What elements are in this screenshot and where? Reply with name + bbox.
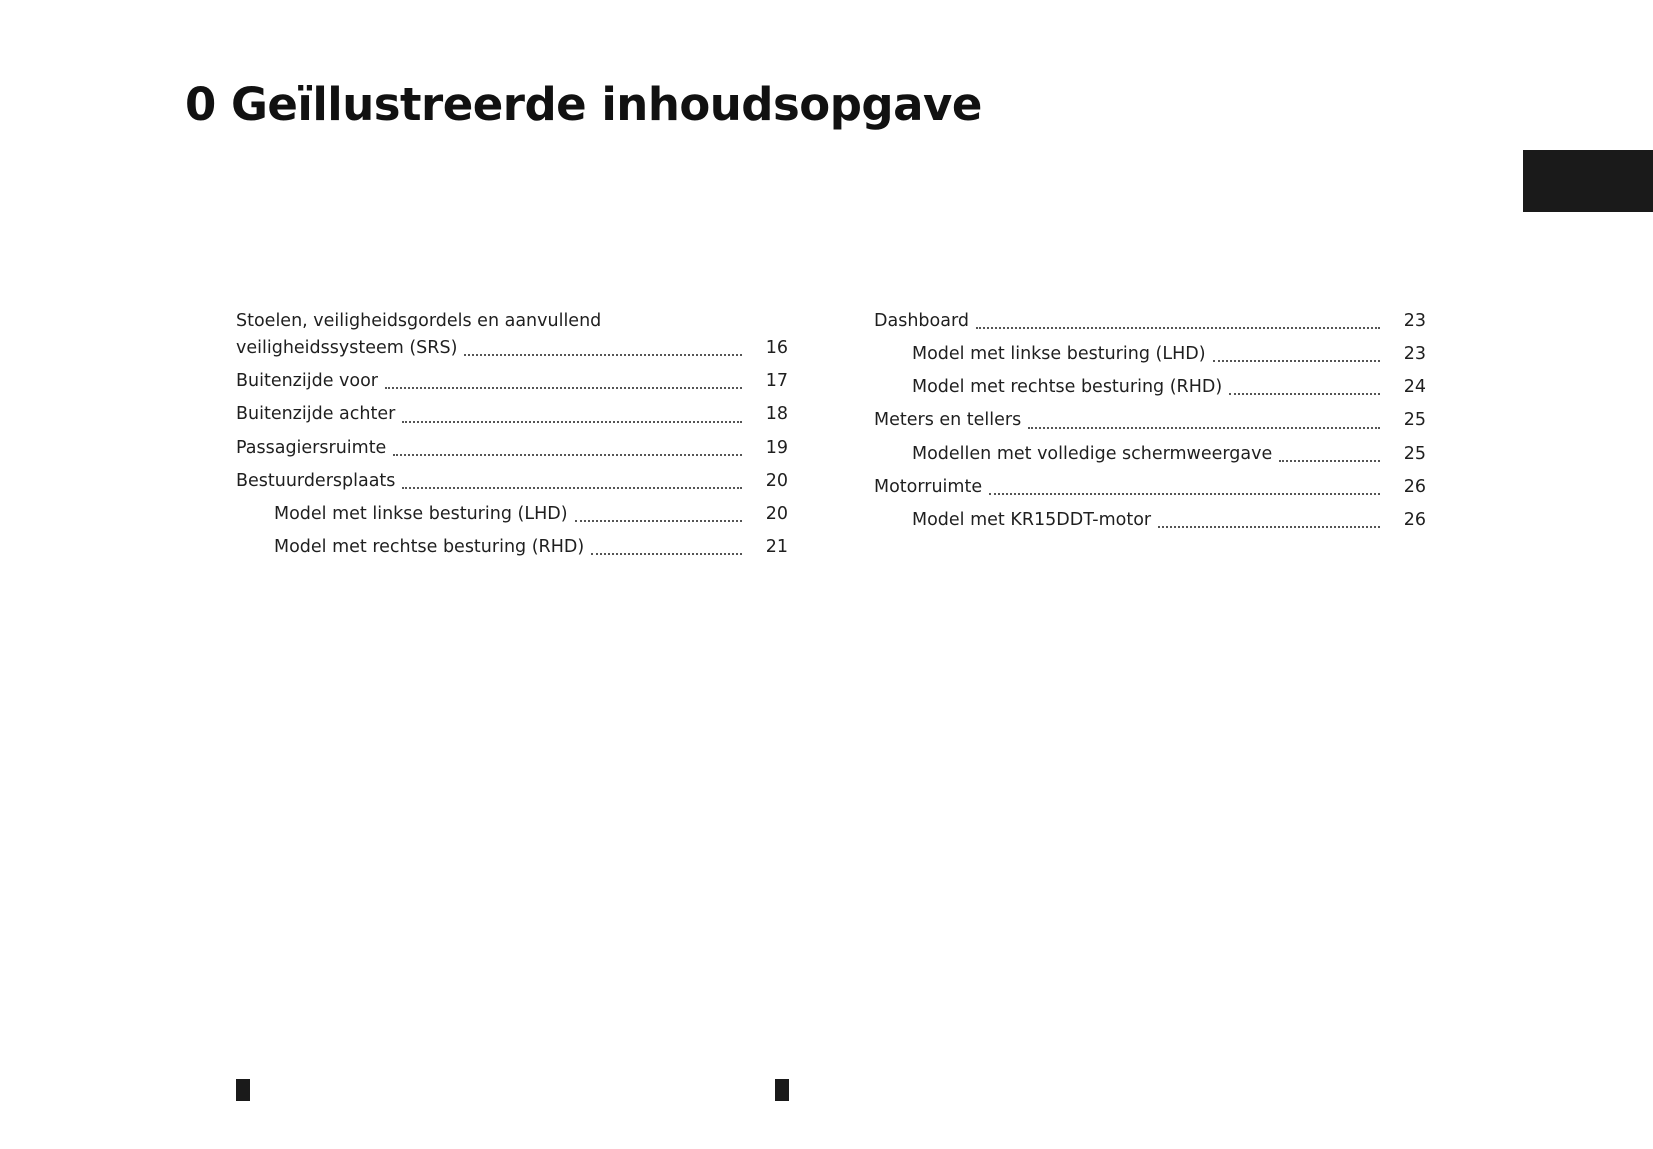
toc-entry-page: 20	[765, 470, 788, 491]
toc-entry-label: Dashboard	[874, 311, 969, 331]
toc-entry-label: Model met rechtse besturing (RHD)	[912, 377, 1223, 398]
toc-leader-dots	[385, 386, 742, 389]
toc-leader-dots	[1158, 525, 1380, 528]
toc-column-right	[874, 308, 1426, 567]
toc-entry-page: 24	[1403, 377, 1426, 398]
toc-entry-page: 23	[1403, 311, 1426, 331]
toc-entry-label: Modellen met volledige schermweergave	[912, 443, 1273, 464]
toc-entry-label: Model met KR15DDT-motor	[912, 509, 1152, 530]
toc-entry-page: 26	[1403, 476, 1426, 497]
toc-entry-label: Passagiersruimte	[236, 437, 387, 458]
toc-leader-dots	[1229, 392, 1380, 395]
chapter-edge-tab	[1523, 150, 1653, 212]
table-of-contents	[236, 308, 1426, 567]
toc-leader-dots	[464, 353, 742, 356]
toc-entry[interactable]	[236, 401, 788, 428]
toc-entry[interactable]	[236, 534, 788, 561]
toc-entry[interactable]	[236, 501, 788, 528]
toc-entry-page: 21	[765, 536, 788, 557]
toc-entry-label-line2: veiligheidssysteem (SRS)	[236, 338, 458, 359]
toc-entry[interactable]	[874, 374, 1426, 401]
footer-mark-left	[236, 1079, 250, 1101]
toc-leader-dots	[591, 552, 742, 555]
toc-entry-page: 25	[1403, 410, 1426, 431]
toc-entry[interactable]	[236, 435, 788, 462]
toc-entry[interactable]	[236, 368, 788, 395]
toc-entry-label: Meters en tellers	[874, 410, 1022, 431]
toc-entry-label: Model met rechtse besturing (RHD)	[274, 536, 585, 557]
toc-entry-page: 19	[765, 437, 788, 458]
toc-entry-page: 25	[1403, 443, 1426, 464]
toc-entry-page: 17	[765, 371, 788, 392]
toc-entry-page: 16	[765, 338, 788, 359]
toc-leader-dots	[575, 519, 742, 522]
toc-entry-label: Motorruimte	[874, 476, 983, 497]
toc-leader-dots	[1279, 459, 1380, 462]
toc-column-left	[236, 308, 788, 567]
toc-entry[interactable]	[874, 341, 1426, 368]
toc-entry-page: 18	[765, 404, 788, 425]
toc-entry-label: Model met linkse besturing (LHD)	[912, 344, 1206, 365]
toc-leader-dots	[1213, 359, 1380, 362]
toc-leader-dots	[989, 492, 1380, 495]
toc-leader-dots	[402, 486, 742, 489]
toc-entry[interactable]	[874, 474, 1426, 501]
toc-entry[interactable]	[874, 507, 1426, 534]
toc-entry-page: 26	[1403, 509, 1426, 530]
toc-entry-label-line1: Stoelen, veiligheidsgordels en aanvullend	[236, 311, 602, 331]
toc-entry-page: 23	[1403, 344, 1426, 365]
toc-leader-dots	[402, 420, 742, 423]
toc-leader-dots	[1028, 426, 1380, 429]
toc-entry-label: Model met linkse besturing (LHD)	[274, 503, 568, 524]
toc-entry-page: 20	[765, 503, 788, 524]
toc-entry[interactable]	[874, 407, 1426, 434]
toc-entry[interactable]	[874, 441, 1426, 468]
toc-leader-dots	[393, 453, 742, 456]
toc-entry-label: Buitenzijde voor	[236, 371, 378, 392]
page-title: 0 Geïllustreerde inhoudsopgave	[185, 78, 982, 132]
toc-entry[interactable]	[236, 468, 788, 495]
toc-entry[interactable]	[874, 308, 1426, 335]
footer-mark-right	[775, 1079, 789, 1101]
toc-entry-label: Buitenzijde achter	[236, 404, 396, 425]
toc-leader-dots	[976, 326, 1380, 329]
toc-entry-label: Bestuurdersplaats	[236, 470, 396, 491]
toc-entry[interactable]	[236, 308, 788, 362]
